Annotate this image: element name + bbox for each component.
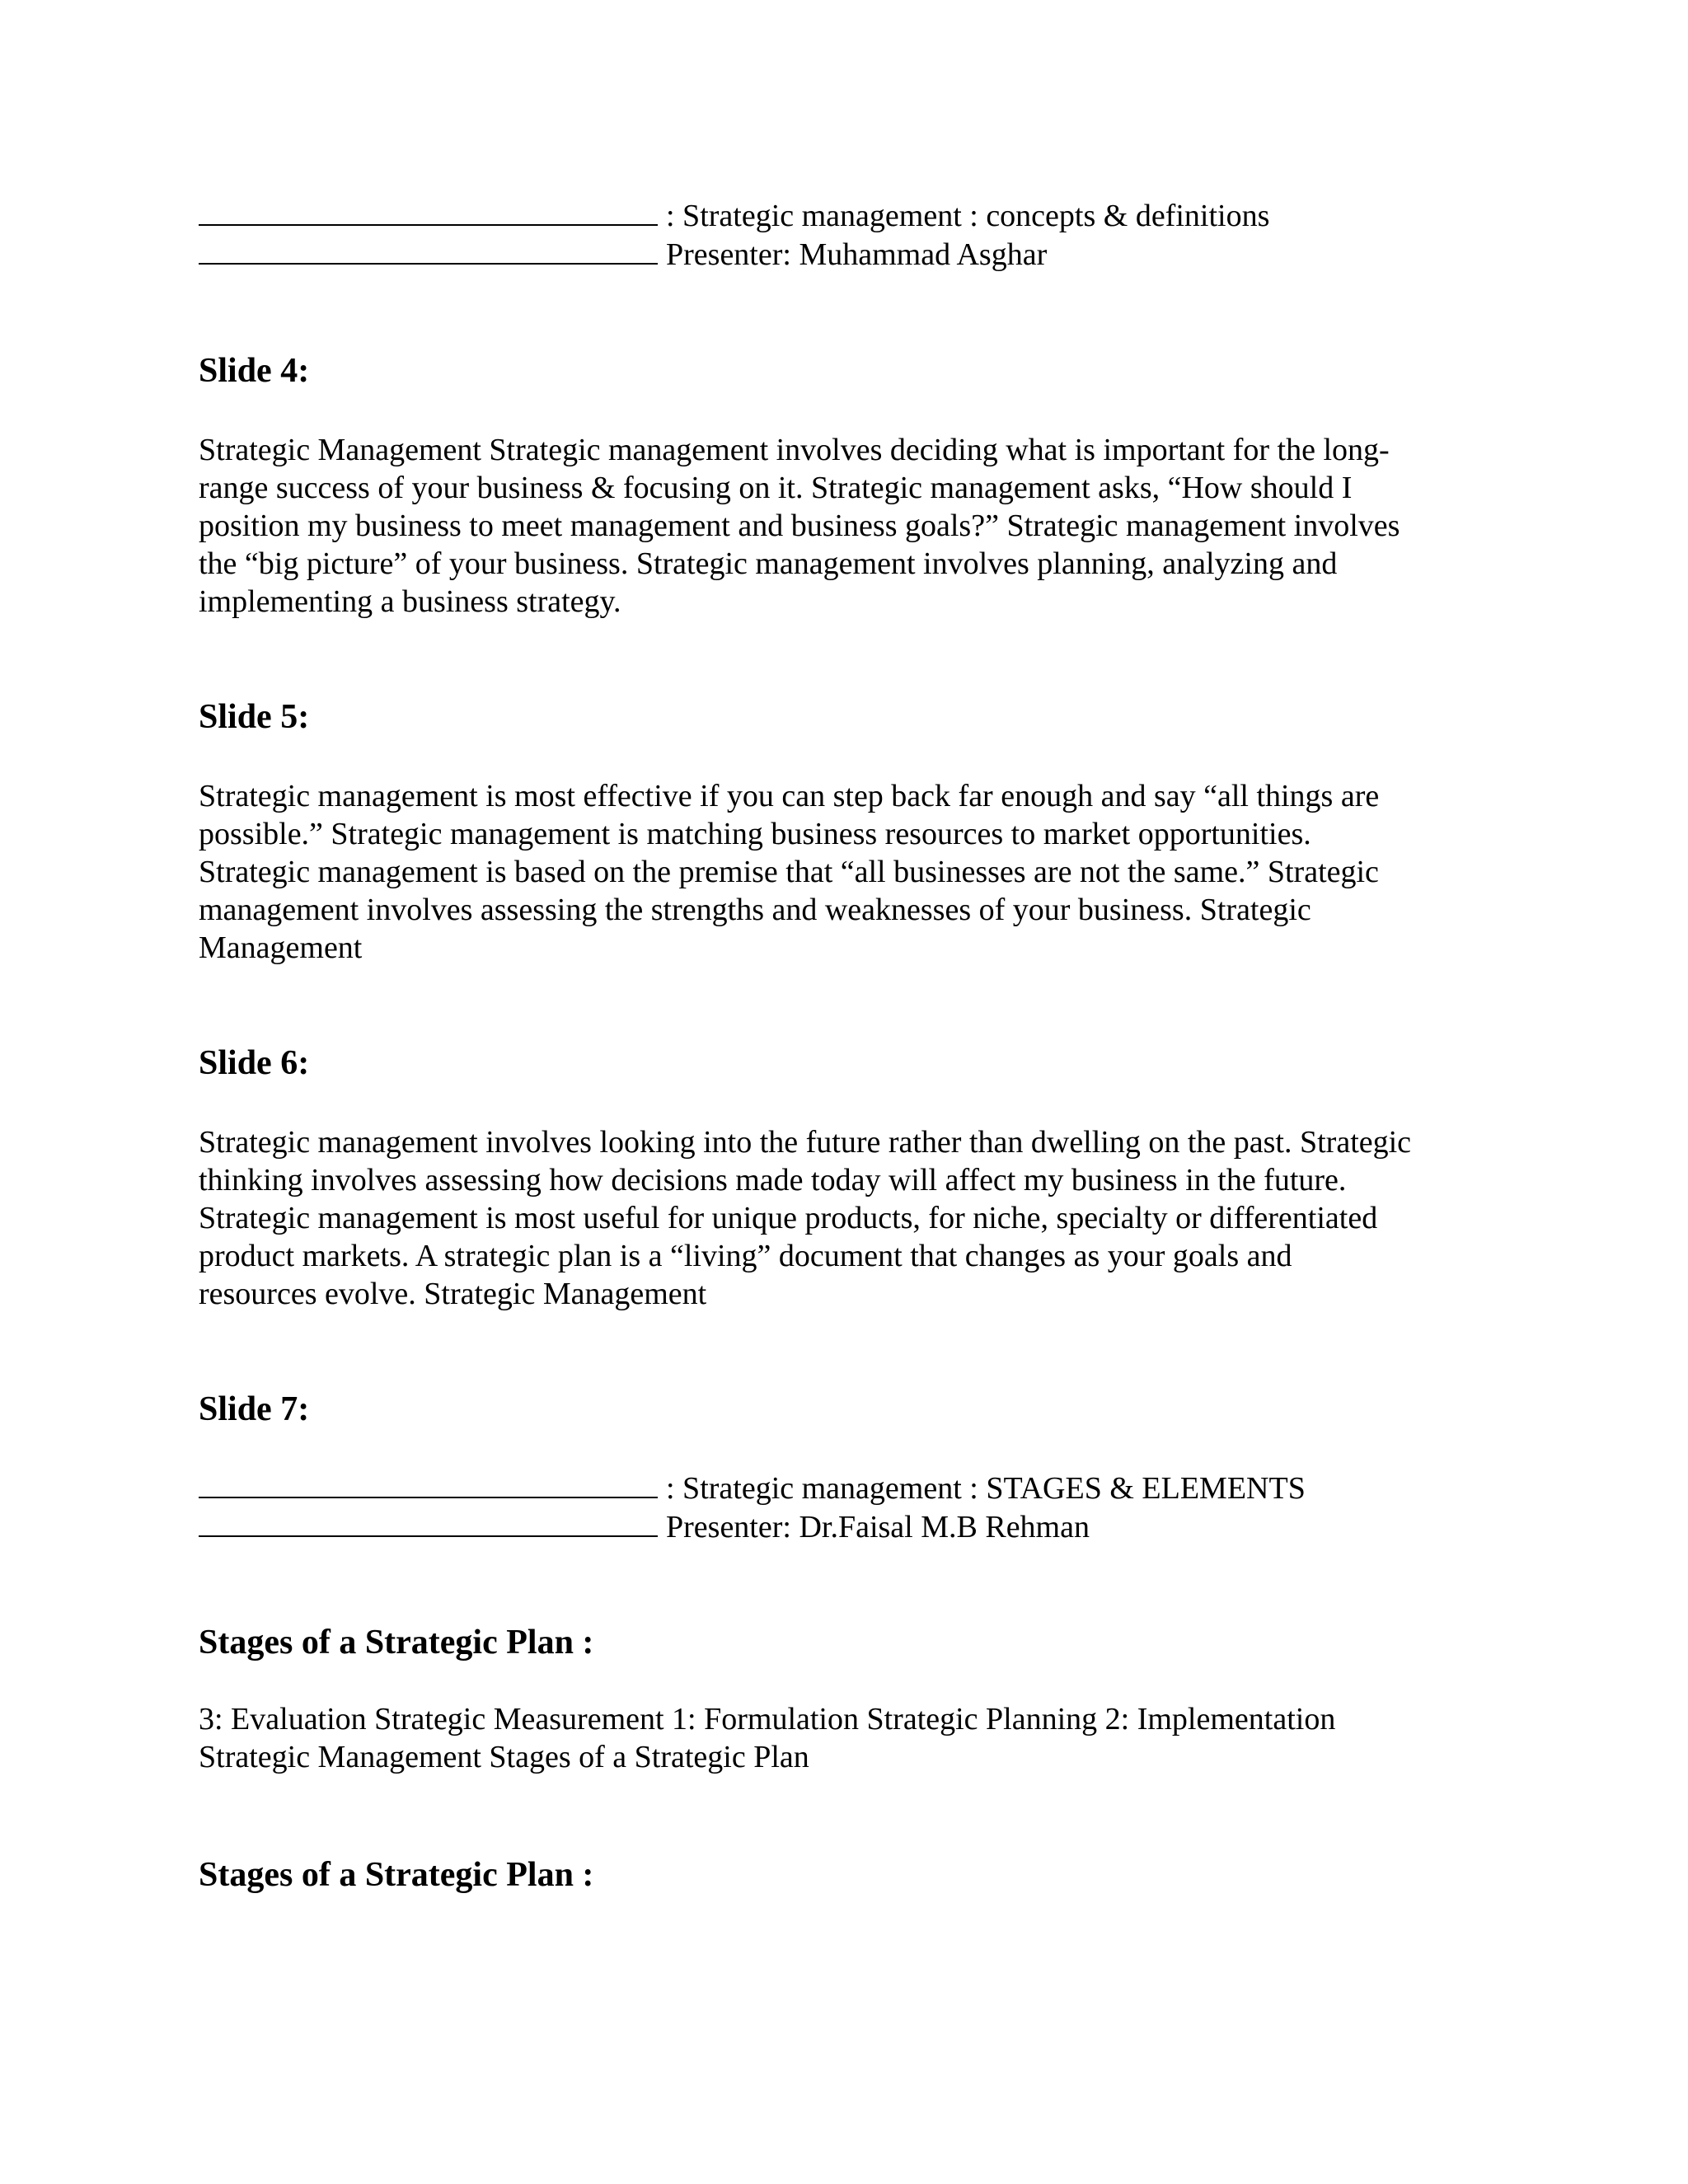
paragraph-line: Strategic management is based on the premise that “all businesses are not the same.” Strategic — [199, 855, 1379, 889]
slide-5-body — [199, 777, 1484, 967]
blank-rule — [199, 1507, 658, 1537]
paragraph-line: management involves assessing the strengths and weaknesses of your business. Strategic — [199, 893, 1311, 927]
paragraph-line: implementing a business strategy. — [199, 584, 621, 619]
paragraph-line: Strategic management involves looking into the future rather than dwelling on the past. Strategic — [199, 1125, 1412, 1160]
session-header — [199, 1469, 1484, 1546]
stages-heading: Stages of a Strategic Plan : — [199, 1624, 594, 1661]
paragraph-line: thinking involves assessing how decisions made today will affect my business in the future. — [199, 1163, 1347, 1197]
session-topic: : Strategic management : STAGES & ELEMENTS — [666, 1471, 1306, 1506]
slide-6-body — [199, 1123, 1484, 1313]
slide-heading — [199, 350, 1484, 391]
blank-rule — [199, 235, 658, 265]
session-presenter-line — [199, 235, 1484, 274]
session-presenter: Presenter: Muhammad Asghar — [666, 237, 1048, 272]
session-presenter: Presenter: Dr.Faisal M.B Rehman — [666, 1510, 1090, 1544]
session-topic-line — [199, 1469, 1484, 1507]
blank-rule — [199, 196, 658, 226]
session-presenter-line — [199, 1507, 1484, 1546]
paragraph-line: Strategic management is most useful for unique products, for niche, specialty or differentiated — [199, 1201, 1378, 1235]
slide-5-heading: Slide 5: — [199, 698, 310, 736]
paragraph-line: resources evolve. Strategic Management — [199, 1277, 707, 1311]
session-topic-line — [199, 196, 1484, 235]
session-topic: : Strategic management : concepts & definitions — [666, 199, 1270, 233]
slide-4-body — [199, 431, 1484, 621]
stages-heading-repeat: Stages of a Strategic Plan : — [199, 1856, 594, 1894]
paragraph-line: range success of your business & focusing on it. Strategic management asks, “How should I — [199, 471, 1353, 505]
paragraph-line: Management — [199, 930, 363, 965]
paragraph-line: possible.” Strategic management is matching business resources to market opportunities. — [199, 817, 1311, 851]
slide-heading — [199, 1389, 1484, 1430]
paragraph-line: the “big picture” of your business. Strategic management involves planning, analyzing and — [199, 546, 1338, 581]
paragraph-line: Strategic Management Strategic management involves deciding what is important for the long- — [199, 433, 1390, 467]
paragraph-line: product markets. A strategic plan is a “living” document that changes as your goals and — [199, 1239, 1292, 1273]
section-heading — [199, 1622, 1484, 1663]
slide-7-heading: Slide 7: — [199, 1390, 310, 1428]
paragraph-line: Strategic Management Stages of a Strategic Plan — [199, 1740, 809, 1774]
paragraph-line: position my business to meet management and business goals?” Strategic management involves — [199, 509, 1400, 543]
stages-body — [199, 1700, 1484, 1776]
paragraph-line: 3: Evaluation Strategic Measurement 1: Formulation Strategic Planning 2: Implementation — [199, 1702, 1336, 1736]
slide-4-heading: Slide 4: — [199, 352, 310, 390]
slide-heading — [199, 1043, 1484, 1084]
slide-heading — [199, 696, 1484, 738]
section-heading — [199, 1854, 1484, 1896]
slide-6-heading: Slide 6: — [199, 1044, 310, 1082]
blank-rule — [199, 1469, 658, 1498]
paragraph-line: Strategic management is most effective if you can step back far enough and say “all things are — [199, 779, 1380, 813]
session-header — [199, 196, 1484, 274]
